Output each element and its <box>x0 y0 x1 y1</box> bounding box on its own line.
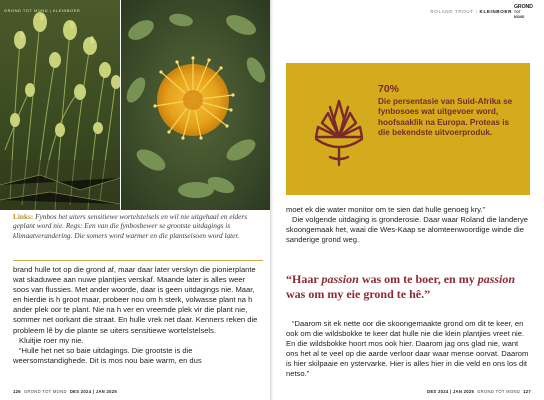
fact-text <box>378 83 520 139</box>
fact-percentage: 70% <box>378 83 400 95</box>
fact-box <box>286 63 530 195</box>
section-name: KLEINBOER <box>479 9 512 14</box>
fynbos-photo-spread <box>0 0 270 210</box>
protea-icon <box>308 93 370 167</box>
grond-tot-mond-logo: GROND TOT MOND <box>514 4 533 19</box>
caption-label: Links: <box>13 212 34 221</box>
page-number: 126 <box>13 389 21 394</box>
right-folio <box>427 389 531 394</box>
photo-caption <box>13 212 263 240</box>
body-paragraph: moet ek die water monitor om te sien dat hulle genoeg kry.” <box>286 205 486 214</box>
body-paragraph: “Hulle het net so baie uitdagings. Die grootste is die weersomstandighede. Dit is mos nou baie warm, en dus <box>13 345 202 365</box>
magazine-name: GROND TOT MOND <box>477 389 521 394</box>
magazine-name: GROND TOT MOND <box>23 389 67 394</box>
body-paragraph: brand hulle tot op die grond af, maar daar later verskyn die pionierplante wat skaduwee aan nuwe plantjies verskaf. Maande later is alles weer soos van flussies. Met ander woorde, daar is geen uitdagings nie. Maar, en hierdie is h groot maar, probeer nou om h sterk, volwasse plant na h ander plek oor te plant. Nie na h ver en vreemde plek vir die plant nie, sommer net oorkant die straat. En hulle vrek net daar. Kenners reken die probleem lê by die plante se uiters sensitiewe wortelstelsels. <box>13 265 258 335</box>
left-body-text <box>13 265 263 366</box>
body-paragraph: “Daarom sit ek nette oor die skoongemaakte grond om dit te keer, en ook om die wildsbokke te keer dat hulle nie die klein plantjies vreet nie. En die wildsbokke hoort mos ook hier. Daarom jag ons glad nie, want ons het al te veel op die aarde verloor daar waar mense oorvat. Daarom is hier skilpaaie en ystervarke. Hier is alles hier in die veld en ons los dit netso.” <box>286 319 529 379</box>
page-number: 127 <box>523 389 531 394</box>
body-paragraph: Die volgende uitdaging is gronderosie. Daar waar Roland die landerye skoongemaak het, waai die Wes-Kaap se alomteenwoordige winde die sanderige grond weg. <box>286 215 528 245</box>
right-body-text-bottom <box>286 319 532 380</box>
caption-divider <box>13 260 263 261</box>
right-page <box>274 0 544 400</box>
photo-running-head: GROND TOT MOND | KLEINBOER <box>4 8 81 13</box>
left-folio <box>13 389 117 394</box>
quote-emphasis: passion <box>321 272 359 286</box>
author-name: ROLAND TROUT <box>430 9 474 14</box>
pincushion-protea-photo <box>121 0 270 210</box>
running-head: ROLAND TROUT | KLEINBOER <box>430 9 512 14</box>
body-paragraph: Kluitjie roer my nie. <box>19 335 84 345</box>
fynbos-shrub-photo <box>0 0 120 210</box>
fact-description: Die persentasie van Suid-Afrika se fynbosoes wat uitgevoer word, hoofsaaklik na Europa. Proteas is die bekendste uitvoerproduk. <box>378 97 513 138</box>
left-page <box>0 0 270 400</box>
pull-quote: “Haar passion was om te boer, en my passion was om my eie grond te hê.” <box>286 272 516 301</box>
quote-emphasis: passion <box>477 272 516 286</box>
issue-date: DES 2024 | JAN 2025 <box>69 389 117 394</box>
caption-text: Fynbos het uiters sensitiewe wortelstelsels en wil nie uitgehaal en elders geplant word nie. Regs: Een van die fynbosbewer se grootste uitdagings is klimaatverandering. Die somers word warmer en die plantseisoen word later. <box>13 212 248 240</box>
issue-date: DES 2024 | JAN 2025 <box>427 389 475 394</box>
right-body-text-top <box>286 205 532 245</box>
